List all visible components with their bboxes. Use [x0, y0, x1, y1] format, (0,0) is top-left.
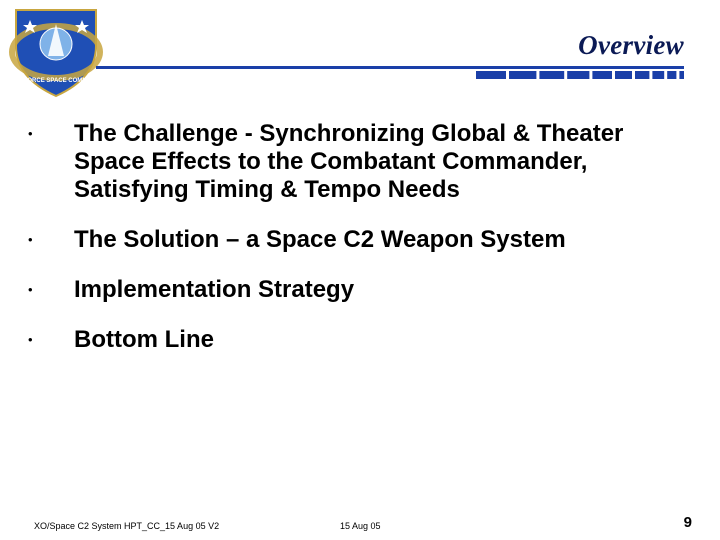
page-title: Overview	[578, 30, 684, 60]
header-bar-block	[592, 71, 612, 79]
bullet-dot: •	[28, 332, 33, 347]
bullet-dot: •	[28, 282, 33, 297]
header-bar-block	[476, 71, 506, 79]
header-bar-block	[539, 71, 564, 79]
header-bar-block	[667, 71, 676, 79]
bullet-item	[28, 226, 668, 254]
header-bar-block	[679, 71, 684, 79]
bullet-text: Bottom Line	[74, 326, 214, 353]
bullet-text: The Solution – a Space C2 Weapon System	[74, 226, 566, 253]
footer-date: 15 Aug 05	[340, 521, 381, 531]
header-bar-block	[567, 71, 589, 79]
bullet-item	[28, 120, 668, 204]
bullet-dot: •	[28, 232, 33, 247]
bullet-dot: •	[28, 126, 33, 141]
bullet-item	[28, 276, 668, 304]
header-bar	[96, 66, 684, 80]
header-bar-blocks	[476, 71, 684, 79]
footer-document-id: XO/Space C2 System HPT_CC_15 Aug 05 V2	[34, 521, 220, 531]
bullet-list	[28, 120, 668, 354]
bullet-item	[28, 326, 668, 354]
header-bar-block	[509, 71, 536, 79]
afspc-emblem	[8, 6, 104, 98]
header-bar-block	[615, 71, 632, 79]
emblem-label: AIR FORCE SPACE COMMAND	[11, 78, 101, 84]
header-bar-block	[635, 71, 649, 79]
page-number: 9	[683, 514, 692, 531]
header-bar-block	[652, 71, 664, 79]
bullet-text: The Challenge - Synchronizing Global & Theater Space Effects to the Combatant Commander, Satisfying Timing & Tempo Needs	[74, 120, 624, 203]
bullet-text: Implementation Strategy	[74, 276, 355, 303]
